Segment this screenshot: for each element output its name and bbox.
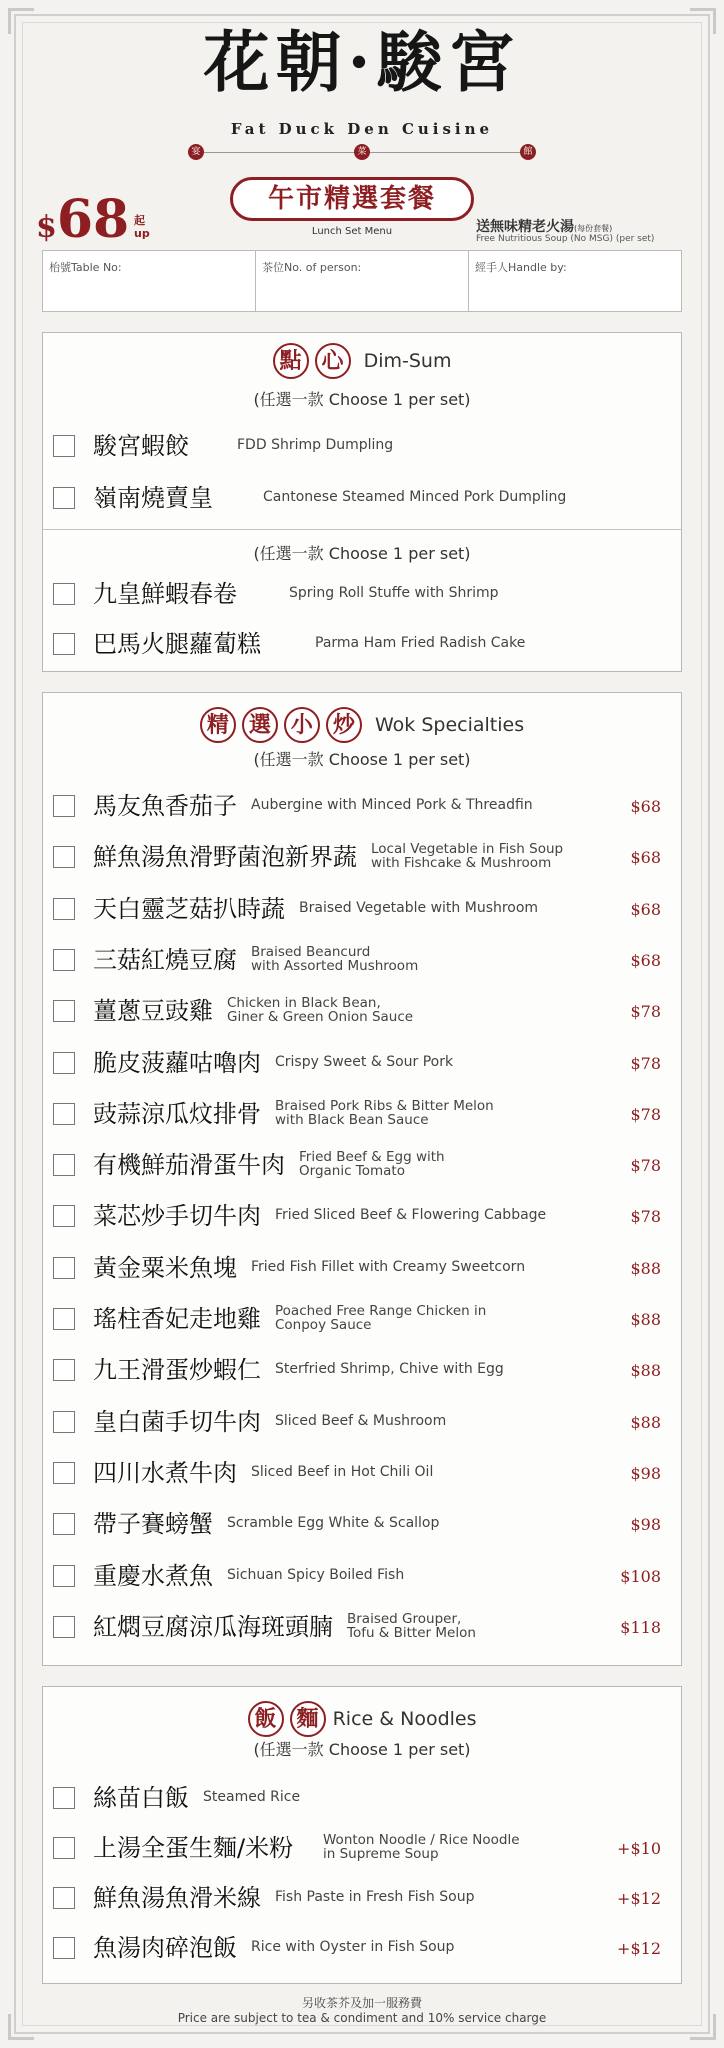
free-soup-per-set: (每份套餐) — [574, 224, 613, 233]
item-name-en-line: in Supreme Soup — [323, 1846, 439, 1862]
checkbox[interactable] — [53, 1887, 75, 1909]
stamp-char: 飯 — [248, 1701, 284, 1737]
checkbox[interactable] — [53, 898, 75, 920]
list-item[interactable] — [53, 1353, 673, 1389]
item-name-zh: 帶子賽螃蟹 — [93, 1510, 213, 1539]
item-price: $78 — [630, 1002, 661, 1022]
checkbox[interactable] — [53, 1616, 75, 1638]
item-name-zh: 薑蔥豆豉雞 — [93, 997, 213, 1026]
list-item[interactable] — [53, 943, 673, 979]
wok-stamps — [200, 707, 362, 743]
list-item[interactable] — [53, 1251, 673, 1287]
item-name-en — [299, 1150, 445, 1178]
item-name-en — [275, 1361, 504, 1377]
dimsum-header — [43, 333, 681, 385]
list-item[interactable] — [53, 1199, 673, 1235]
stamp-char: 麵 — [290, 1701, 326, 1737]
item-name-en — [251, 945, 418, 973]
rice-stamps — [248, 1701, 326, 1737]
checkbox[interactable] — [53, 1308, 75, 1330]
seal-dot: 宴 — [188, 144, 204, 160]
item-name-en-line: Braised Vegetable with Mushroom — [299, 899, 539, 916]
item-name-en-line: with Assorted Mushroom — [251, 957, 419, 974]
item-name-en: Spring Roll Stuffe with Shrimp — [289, 585, 499, 601]
dimsum-title: Dim-Sum — [363, 350, 452, 372]
logo-chinese: 花朝·駿宮 — [203, 23, 521, 101]
list-item[interactable] — [53, 429, 673, 465]
item-name-en — [275, 1054, 453, 1070]
stamp-char: 炒 — [326, 707, 362, 743]
list-item[interactable] — [53, 1931, 673, 1967]
seal-dot: 館 — [520, 144, 536, 160]
free-soup-en: Free Nutritious Soup (No MSG) (per set) — [476, 234, 655, 244]
item-name-en-line: Braised Grouper, — [347, 1610, 462, 1627]
stamp-char: 點 — [273, 343, 309, 379]
list-item[interactable] — [53, 892, 673, 928]
set-subtitle: Lunch Set Menu — [311, 226, 393, 237]
list-item[interactable] — [53, 1456, 673, 1492]
item-name-zh: 馬友魚香茄子 — [93, 792, 237, 820]
item-name-en-line: with Fishcake & Mushroom — [371, 855, 552, 872]
list-item[interactable] — [53, 1559, 673, 1595]
handler-field[interactable]: 經手人Handle by: — [475, 261, 567, 274]
item-name-zh: 鮮魚湯魚滑野菌泡新界蔬 — [93, 843, 357, 872]
item-price: $88 — [630, 1412, 661, 1432]
list-item[interactable] — [53, 1302, 673, 1338]
item-price: $68 — [630, 950, 661, 970]
list-item[interactable] — [53, 1781, 673, 1817]
item-price: $88 — [630, 1361, 661, 1381]
rice-section — [42, 1686, 682, 1984]
item-price: $68 — [630, 797, 661, 816]
list-item[interactable] — [53, 1507, 673, 1543]
item-price: $88 — [630, 1310, 661, 1329]
item-name-en-line: Braised Pork Ribs & Bitter Melon — [275, 1097, 494, 1114]
item-name-zh: 皇白菌手切牛肉 — [93, 1407, 261, 1436]
item-name-en-line: Sliced Beef & Mushroom — [275, 1412, 447, 1429]
item-name-en-line: Fish Paste in Fresh Fish Soup — [275, 1889, 475, 1905]
dimsum-section — [42, 332, 682, 672]
list-item[interactable] — [53, 1405, 673, 1441]
item-name-en-line: Aubergine with Minced Pork & Threadfin — [251, 797, 533, 813]
stamp-char: 心 — [315, 343, 351, 379]
item-name-zh: 九皇鮮蝦春卷 — [93, 580, 237, 608]
item-price: $108 — [620, 1566, 661, 1586]
item-name-en — [203, 1789, 300, 1805]
item-price: $78 — [630, 1156, 661, 1176]
item-name-en — [371, 842, 563, 870]
item-name-en-line: Sliced Beef in Hot Chili Oil — [251, 1463, 434, 1480]
item-name-zh: 有機鮮茄滑蛋牛肉 — [93, 1151, 285, 1180]
item-name-en: Cantonese Steamed Minced Pork Dumpling — [263, 489, 567, 505]
item-name-en-line: Fried Beef & Egg with — [299, 1149, 445, 1166]
list-item[interactable] — [53, 1610, 673, 1646]
list-item[interactable] — [53, 577, 673, 613]
dimsum-choose-2: (任選一款 Choose 1 per set) — [253, 544, 471, 563]
item-name-en-line: Organic Tomato — [299, 1163, 405, 1180]
dimsum-stamps — [273, 343, 351, 379]
item-name-en — [275, 1304, 486, 1332]
item-name-en-line: Fried Fish Fillet with Creamy Sweetcorn — [251, 1258, 526, 1275]
list-item[interactable] — [53, 1148, 673, 1184]
free-soup-zh: 送無味精老火湯 — [476, 219, 574, 235]
checkbox[interactable] — [53, 1154, 75, 1176]
item-name-zh: 絲苗白飯 — [93, 1784, 189, 1812]
list-item[interactable] — [53, 1097, 673, 1133]
item-name-en — [251, 1939, 454, 1955]
price-suffix-zh: 起 — [134, 214, 145, 227]
rice-choose: (任選一款 Choose 1 per set) — [253, 1740, 471, 1759]
item-name-zh: 嶺南燒賣皇 — [93, 484, 213, 512]
item-price: $68 — [630, 848, 661, 868]
checkbox[interactable] — [53, 1937, 75, 1959]
item-name-en-line: Chicken in Black Bean, — [227, 995, 381, 1012]
rice-header — [43, 1687, 681, 1735]
item-name-zh: 駿宮蝦餃 — [93, 432, 189, 460]
list-item[interactable] — [53, 1046, 673, 1082]
checkbox[interactable] — [53, 1462, 75, 1484]
checkbox[interactable] — [53, 1787, 75, 1809]
list-item[interactable] — [53, 1881, 673, 1917]
item-name-zh: 黃金粟米魚塊 — [93, 1253, 237, 1282]
item-name-zh: 重慶水煮魚 — [93, 1561, 213, 1590]
item-name-en: Parma Ham Fried Radish Cake — [315, 635, 526, 651]
item-name-en-line: Tofu & Bitter Melon — [347, 1624, 476, 1641]
item-price: $78 — [630, 1207, 661, 1227]
item-name-zh: 巴馬火腿蘿蔔糕 — [93, 630, 261, 658]
wok-header — [43, 693, 681, 745]
item-name-en — [323, 1833, 520, 1861]
item-price: $98 — [630, 1463, 661, 1483]
item-name-en-line: Sichuan Spicy Boiled Fish — [227, 1566, 405, 1583]
item-name-en: FDD Shrimp Dumpling — [237, 437, 394, 453]
price-suffix — [134, 214, 150, 240]
item-price: $78 — [630, 1053, 661, 1073]
checkbox[interactable] — [53, 949, 75, 971]
checkbox[interactable] — [53, 795, 75, 817]
persons-field[interactable]: 茶位No. of person: — [256, 251, 469, 311]
item-name-zh: 四川水煮牛肉 — [93, 1458, 237, 1487]
checkbox[interactable] — [53, 1052, 75, 1074]
item-name-en — [227, 996, 413, 1024]
item-name-en — [275, 1889, 474, 1905]
item-price: $68 — [630, 899, 661, 919]
item-name-en-line: Giner & Green Onion Sauce — [227, 1009, 414, 1026]
list-item[interactable] — [53, 789, 673, 825]
item-name-zh: 魚湯肉碎泡飯 — [93, 1934, 237, 1962]
checkbox[interactable] — [53, 1205, 75, 1227]
item-name-en-line: Conpoy Sauce — [275, 1317, 372, 1333]
item-name-en — [251, 797, 533, 813]
checkbox[interactable] — [53, 1257, 75, 1279]
item-name-zh: 天白靈芝菇扒時蔬 — [93, 894, 285, 923]
checkbox[interactable] — [53, 1000, 75, 1022]
stamp-char: 選 — [242, 707, 278, 743]
item-name-en-line: Braised Beancurd — [251, 943, 371, 960]
item-name-en-line: Crispy Sweet & Sour Pork — [275, 1053, 454, 1070]
item-name-en-line: with Black Bean Sauce — [275, 1111, 429, 1128]
item-name-en — [251, 1259, 525, 1275]
checkbox[interactable] — [53, 1837, 75, 1859]
item-price: +$12 — [617, 1939, 661, 1958]
item-name-zh: 鮮魚湯魚滑米線 — [93, 1884, 261, 1912]
item-name-en-line: Sterfried Shrimp, Chive with Egg — [275, 1361, 504, 1378]
item-name-en-line: Steamed Rice — [203, 1789, 301, 1805]
item-name-zh: 豉蒜涼瓜炆排骨 — [93, 1099, 261, 1128]
item-name-zh: 九王滑蛋炒蝦仁 — [93, 1356, 261, 1385]
item-price: $78 — [630, 1104, 661, 1124]
checkbox[interactable] — [53, 487, 75, 509]
item-name-en — [347, 1612, 476, 1640]
list-item[interactable] — [53, 994, 673, 1030]
logo-dots — [0, 144, 724, 162]
item-name-zh: 瑤柱香妃走地雞 — [93, 1305, 261, 1333]
item-name-en-line: Rice with Oyster in Fish Soup — [251, 1939, 455, 1955]
checkbox[interactable] — [53, 1411, 75, 1433]
checkbox[interactable] — [53, 1565, 75, 1587]
stamp-char: 精 — [200, 707, 236, 743]
checkbox[interactable] — [53, 1103, 75, 1125]
rice-title: Rice & Noodles — [332, 1708, 477, 1730]
item-name-zh: 菜芯炒手切牛肉 — [93, 1202, 261, 1231]
item-name-zh: 脆皮菠蘿咕嚕肉 — [93, 1048, 261, 1077]
checkbox[interactable] — [53, 1513, 75, 1535]
item-name-en — [275, 1099, 494, 1127]
item-name-en-line: Scramble Egg White & Scallop — [227, 1515, 440, 1532]
checkbox[interactable] — [53, 1359, 75, 1381]
set-price — [36, 190, 129, 250]
list-item[interactable] — [53, 1831, 673, 1867]
footer-note — [0, 1996, 724, 2026]
checkbox[interactable] — [53, 435, 75, 457]
wok-choose: (任選一款 Choose 1 per set) — [253, 750, 471, 769]
item-price: +$12 — [617, 1889, 661, 1908]
free-soup-note — [476, 216, 612, 236]
item-name-en-line: Poached Free Range Chicken in — [275, 1303, 487, 1319]
checkbox[interactable] — [53, 846, 75, 868]
item-price: $118 — [620, 1617, 661, 1637]
item-price: +$10 — [617, 1839, 661, 1858]
item-name-en-line: Wonton Noodle / Rice Noodle — [323, 1832, 520, 1848]
item-price: $98 — [630, 1515, 661, 1535]
list-item[interactable] — [53, 481, 673, 517]
footer-en: Price are subject to tea & condiment and 10% service charge — [177, 2011, 547, 2025]
list-item[interactable] — [53, 840, 673, 876]
checkbox[interactable] — [53, 583, 75, 605]
price-dollar-sign: $ — [36, 210, 57, 245]
item-name-zh: 上湯全蛋生麵/米粉 — [93, 1834, 294, 1862]
item-name-en — [299, 900, 538, 916]
set-title-badge: 午市精選套餐 — [230, 177, 474, 221]
item-name-en — [275, 1413, 446, 1429]
item-name-en — [227, 1515, 439, 1531]
item-name-zh: 紅燜豆腐涼瓜海斑頭腩 — [93, 1612, 333, 1641]
footer-zh: 另收茶芥及加一服務費 — [301, 1996, 422, 2010]
stamp-char: 小 — [284, 707, 320, 743]
checkbox[interactable] — [53, 633, 75, 655]
item-price: $88 — [630, 1258, 661, 1278]
item-name-zh: 三菇紅燒豆腐 — [93, 945, 237, 974]
seal-dot: 菜 — [354, 144, 370, 160]
item-name-en-line: Fried Sliced Beef & Flowering Cabbage — [275, 1207, 547, 1224]
order-fields — [42, 250, 682, 312]
dimsum-choose-1: (任選一款 Choose 1 per set) — [253, 390, 471, 409]
item-name-en — [251, 1464, 433, 1480]
wok-section — [42, 692, 682, 1666]
dimsum-divider — [43, 529, 681, 530]
wok-title: Wok Specialties — [374, 714, 525, 736]
price-suffix-en: up — [134, 227, 150, 240]
item-name-en — [227, 1567, 404, 1583]
list-item[interactable] — [53, 627, 673, 663]
price-number: 68 — [56, 189, 130, 250]
table-no-field[interactable]: 枱號Table No: — [43, 251, 256, 311]
logo-english: Fat Duck Den Cuisine — [230, 120, 494, 138]
item-name-en — [275, 1207, 546, 1223]
item-name-en-line: Local Vegetable in Fish Soup — [371, 841, 564, 858]
